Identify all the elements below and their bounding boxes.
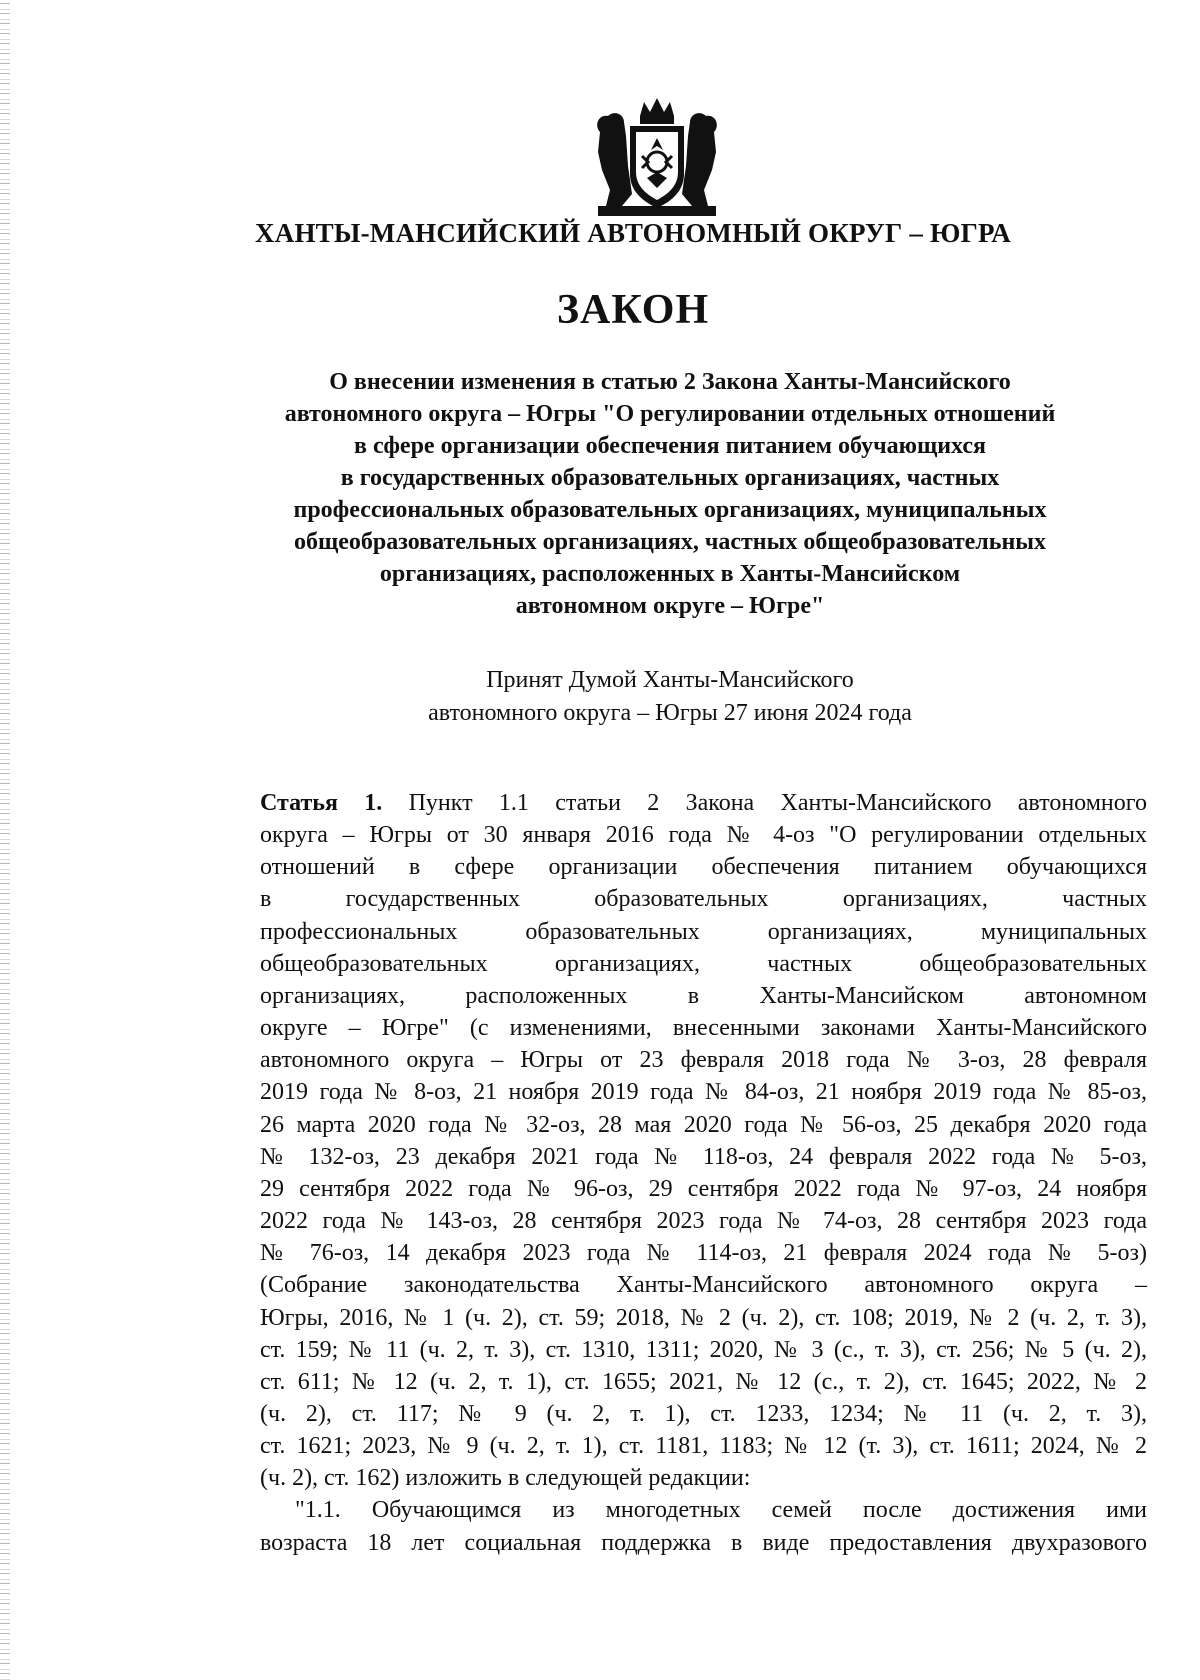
coat-of-arms-icon bbox=[592, 96, 722, 220]
scan-edge bbox=[0, 0, 10, 1680]
law-title-line: в государственных образовательных организациях, частных bbox=[340, 465, 1000, 491]
article-label: Статья 1. bbox=[260, 790, 383, 816]
law-title-line: автономного округа – Югры "О регулировании отдельных отношений bbox=[284, 401, 1056, 427]
article-1-line: округа – Югры от 30 января 2016 года № 4-оз "О регулировании отдельных bbox=[260, 822, 1147, 849]
article-1-line: № 76-оз, 14 декабря 2023 года № 114-оз, 21 февраля 2024 года № 5-оз) bbox=[260, 1240, 1147, 1267]
adoption-note-line: автономного округа – Югры 27 июня 2024 года bbox=[428, 700, 912, 726]
adoption-note-line: Принят Думой Ханты-Мансийского bbox=[486, 667, 854, 693]
quoted-amendment-paragraph bbox=[190, 1494, 1147, 1558]
article-1-line: ст. 611; № 12 (ч. 2, т. 1), ст. 1655; 2021, № 12 (с., т. 2), ст. 1645; 2022, № 2 bbox=[260, 1368, 1147, 1395]
article-1-line: 2022 года № 143-оз, 28 сентября 2023 года № 74-оз, 28 сентября 2023 года bbox=[260, 1208, 1147, 1235]
article-1-line: ст. 159; № 11 (ч. 2, т. 3), ст. 1310, 1311; 2020, № 3 (с., т. 3), ст. 256; № 5 (ч. 2), bbox=[260, 1336, 1147, 1363]
article-1-text: Пункт 1.1 статьи 2 Закона Ханты-Мансийского автономного bbox=[382, 790, 1147, 816]
article-1-line: организациях, расположенных в Ханты-Мансийском автономном bbox=[260, 982, 1147, 1009]
article-1-line: (ч. 2), ст. 117; № 9 (ч. 2, т. 1), ст. 1233, 1234; № 11 (ч. 2, т. 3), bbox=[260, 1400, 1147, 1427]
quoted-amendment-line: "1.1. Обучающимся из многодетных семей после достижения ими bbox=[295, 1497, 1147, 1524]
article-1-paragraph bbox=[190, 787, 1147, 1494]
region-heading: ХАНТЫ-МАНСИЙСКИЙ АВТОНОМНЫЙ ОКРУГ – ЮГРА bbox=[255, 218, 1011, 248]
article-1-line: 29 сентября 2022 года № 96-оз, 29 сентября 2022 года № 97-оз, 24 ноября bbox=[260, 1175, 1147, 1202]
coat-of-arms-emblem bbox=[592, 96, 722, 220]
law-title-line: в сфере организации обеспечения питанием обучающихся bbox=[354, 433, 986, 459]
article-1-line: ст. 1621; 2023, № 9 (ч. 2, т. 1), ст. 1181, 1183; № 12 (т. 3), ст. 1611; 2024, № 2 bbox=[260, 1433, 1147, 1460]
document-body bbox=[190, 787, 1147, 1559]
article-1-line: отношений в сфере организации обеспечения питанием обучающихся bbox=[260, 854, 1147, 881]
adoption-note bbox=[190, 664, 1150, 730]
document-type-heading: ЗАКОН bbox=[556, 287, 710, 333]
law-title-line: автономном округе – Югре" bbox=[515, 593, 825, 619]
article-1-line: Югры, 2016, № 1 (ч. 2), ст. 59; 2018, № 2 (ч. 2), ст. 108; 2019, № 2 (ч. 2, т. 3), bbox=[260, 1304, 1147, 1331]
quoted-amendment-line: возраста 18 лет социальная поддержка в виде предоставления двухразового bbox=[260, 1529, 1147, 1556]
article-1-line: округе – Югре" (с изменениями, внесенными законами Ханты-Мансийского bbox=[260, 1015, 1147, 1042]
law-title-line: профессиональных образовательных организациях, муниципальных bbox=[293, 497, 1047, 523]
law-title-line: общеобразовательных организациях, частных общеобразовательных bbox=[293, 529, 1047, 555]
article-1-line: профессиональных образовательных организациях, муниципальных bbox=[260, 918, 1147, 945]
article-1-line: (ч. 2), ст. 162) изложить в следующей редакции: bbox=[260, 1465, 751, 1492]
article-1-line: 2019 года № 8-оз, 21 ноября 2019 года № 84-оз, 21 ноября 2019 года № 85-оз, bbox=[260, 1079, 1147, 1106]
article-1-line: автономного округа – Югры от 23 февраля 2018 года № 3-оз, 28 февраля bbox=[260, 1047, 1147, 1074]
article-1-line: № 132-оз, 23 декабря 2021 года № 118-оз, 24 февраля 2022 года № 5-оз, bbox=[260, 1143, 1147, 1170]
law-title bbox=[190, 366, 1150, 622]
article-1-line: в государственных образовательных организациях, частных bbox=[260, 886, 1147, 913]
article-1-line: (Собрание законодательства Ханты-Мансийского автономного округа – bbox=[260, 1272, 1147, 1299]
law-title-line: О внесении изменения в статью 2 Закона Ханты-Мансийского bbox=[329, 369, 1011, 395]
law-title-line: организациях, расположенных в Ханты-Мансийском bbox=[379, 561, 961, 587]
article-1-line: общеобразовательных организациях, частных общеобразовательных bbox=[260, 950, 1147, 977]
article-1-first-line bbox=[190, 787, 1147, 819]
article-1-line: 26 марта 2020 года № 32-оз, 28 мая 2020 года № 56-оз, 25 декабря 2020 года bbox=[260, 1111, 1147, 1138]
